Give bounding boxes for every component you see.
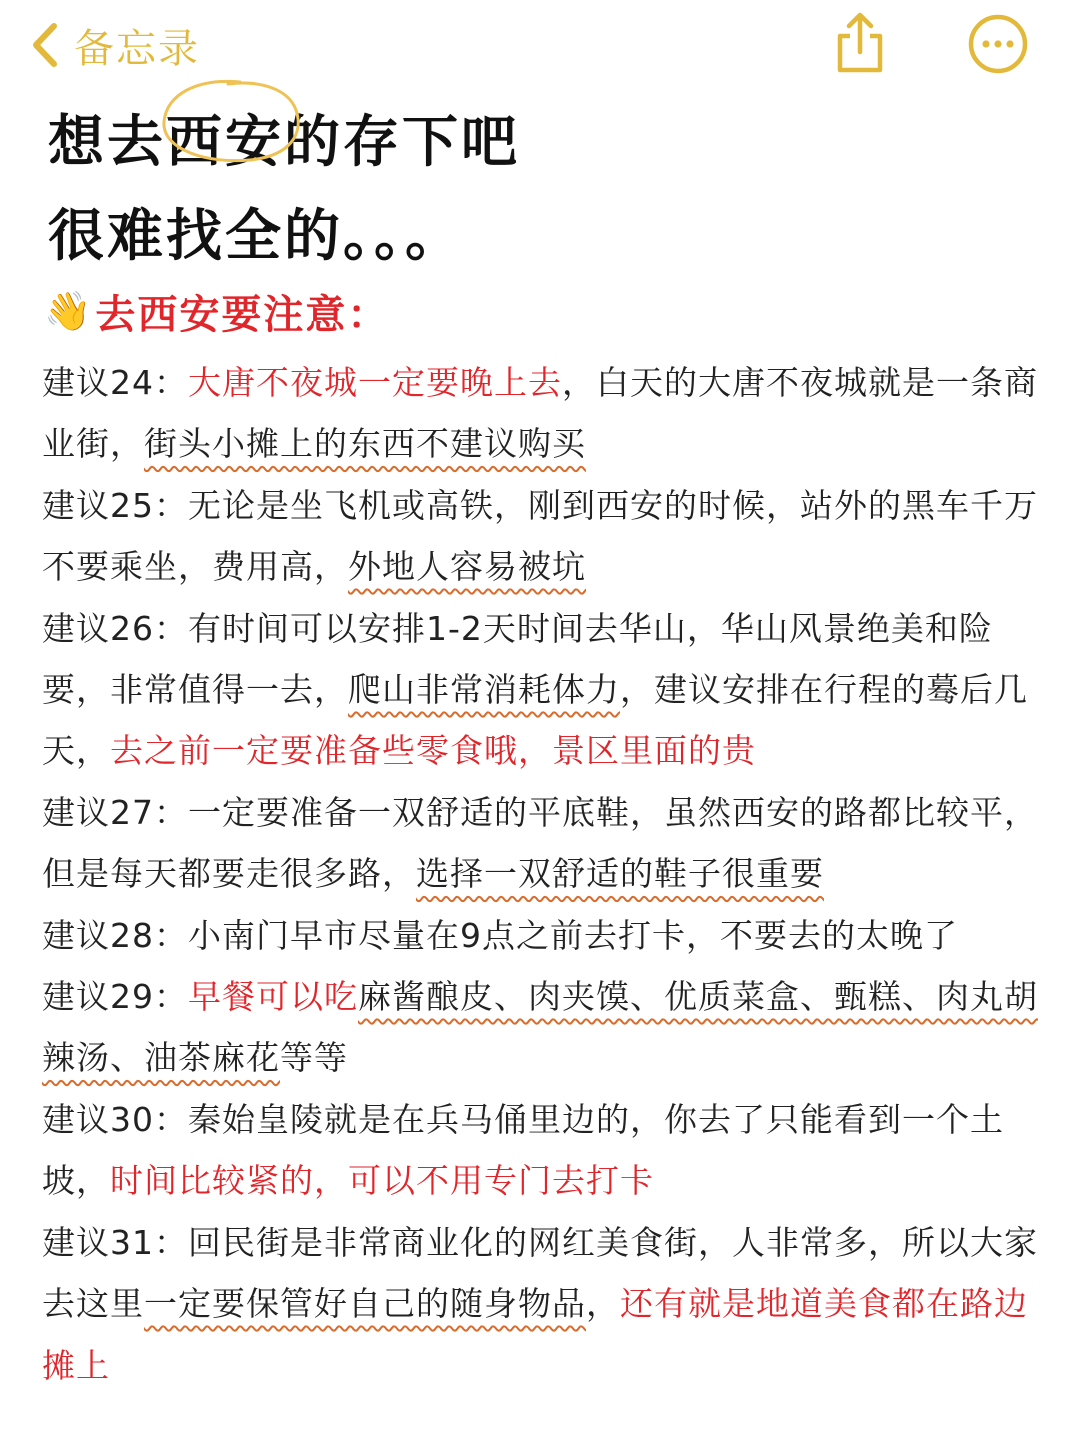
note-title bbox=[48, 96, 520, 284]
title-line-1: 想去西安的存下吧 bbox=[48, 110, 520, 175]
nav-bar bbox=[0, 0, 1080, 92]
tip-25: 建议25：无论是坐飞机或高铁，刚到西安的时候，站外的黑车千万不要乘坐，费用高，外地人容易被坑 bbox=[42, 485, 1038, 587]
title-highlight: 西安 bbox=[166, 110, 284, 175]
share-icon bbox=[830, 61, 890, 80]
section-heading: 👋 去西安要注意： bbox=[44, 288, 390, 338]
tip-24: 建议24：大唐不夜城一定要晚上去，白天的大唐不夜城就是一条商业街，街头小摊上的东西不建议购买 bbox=[42, 363, 1038, 464]
more-button[interactable] bbox=[966, 12, 1030, 80]
more-icon bbox=[966, 61, 1030, 80]
tip-28: 建议28：小南门早市尽量在9点之前去打卡，不要去的太晚了 bbox=[42, 915, 958, 955]
tip-27: 建议27：一定要准备一双舒适的平底鞋，虽然西安的路都比较平，但是每天都要走很多路，选择一双舒适的鞋子很重要 bbox=[42, 792, 1038, 894]
title-line-2: 很难找全的。。。 bbox=[48, 204, 464, 269]
back-button[interactable] bbox=[30, 16, 200, 74]
back-label: 备忘录 bbox=[74, 25, 200, 72]
tip-26: 建议26：有时间可以安排1-2天时间去华山，华山风景绝美和险要，非常值得一去，爬山非常消耗体力，建议安排在行程的蓦后几天，去之前一定要准备些零食哦，景区里面的贵 bbox=[42, 608, 1028, 771]
chevron-left-icon bbox=[30, 22, 60, 68]
tip-30: 建议30：秦始皇陵就是在兵马俑里边的，你去了只能看到一个土坡，时间比较紧的，可以不用专门去打卡 bbox=[42, 1099, 1004, 1201]
tip-31: 建议31：回民街是非常商业化的网红美食街，人非常多，所以大家去这里一定要保管好自己的随身物品，还有就是地道美食都在路边摊上 bbox=[42, 1222, 1038, 1385]
waving-hand-icon: 👋 bbox=[44, 288, 92, 333]
share-button[interactable] bbox=[830, 10, 890, 80]
tip-29: 建议29：早餐可以吃麻酱酿皮、肉夹馍、优质菜盒、甄糕、肉丸胡辣汤、油茶麻花等等 bbox=[42, 977, 1038, 1078]
tips-list bbox=[42, 352, 1042, 1396]
